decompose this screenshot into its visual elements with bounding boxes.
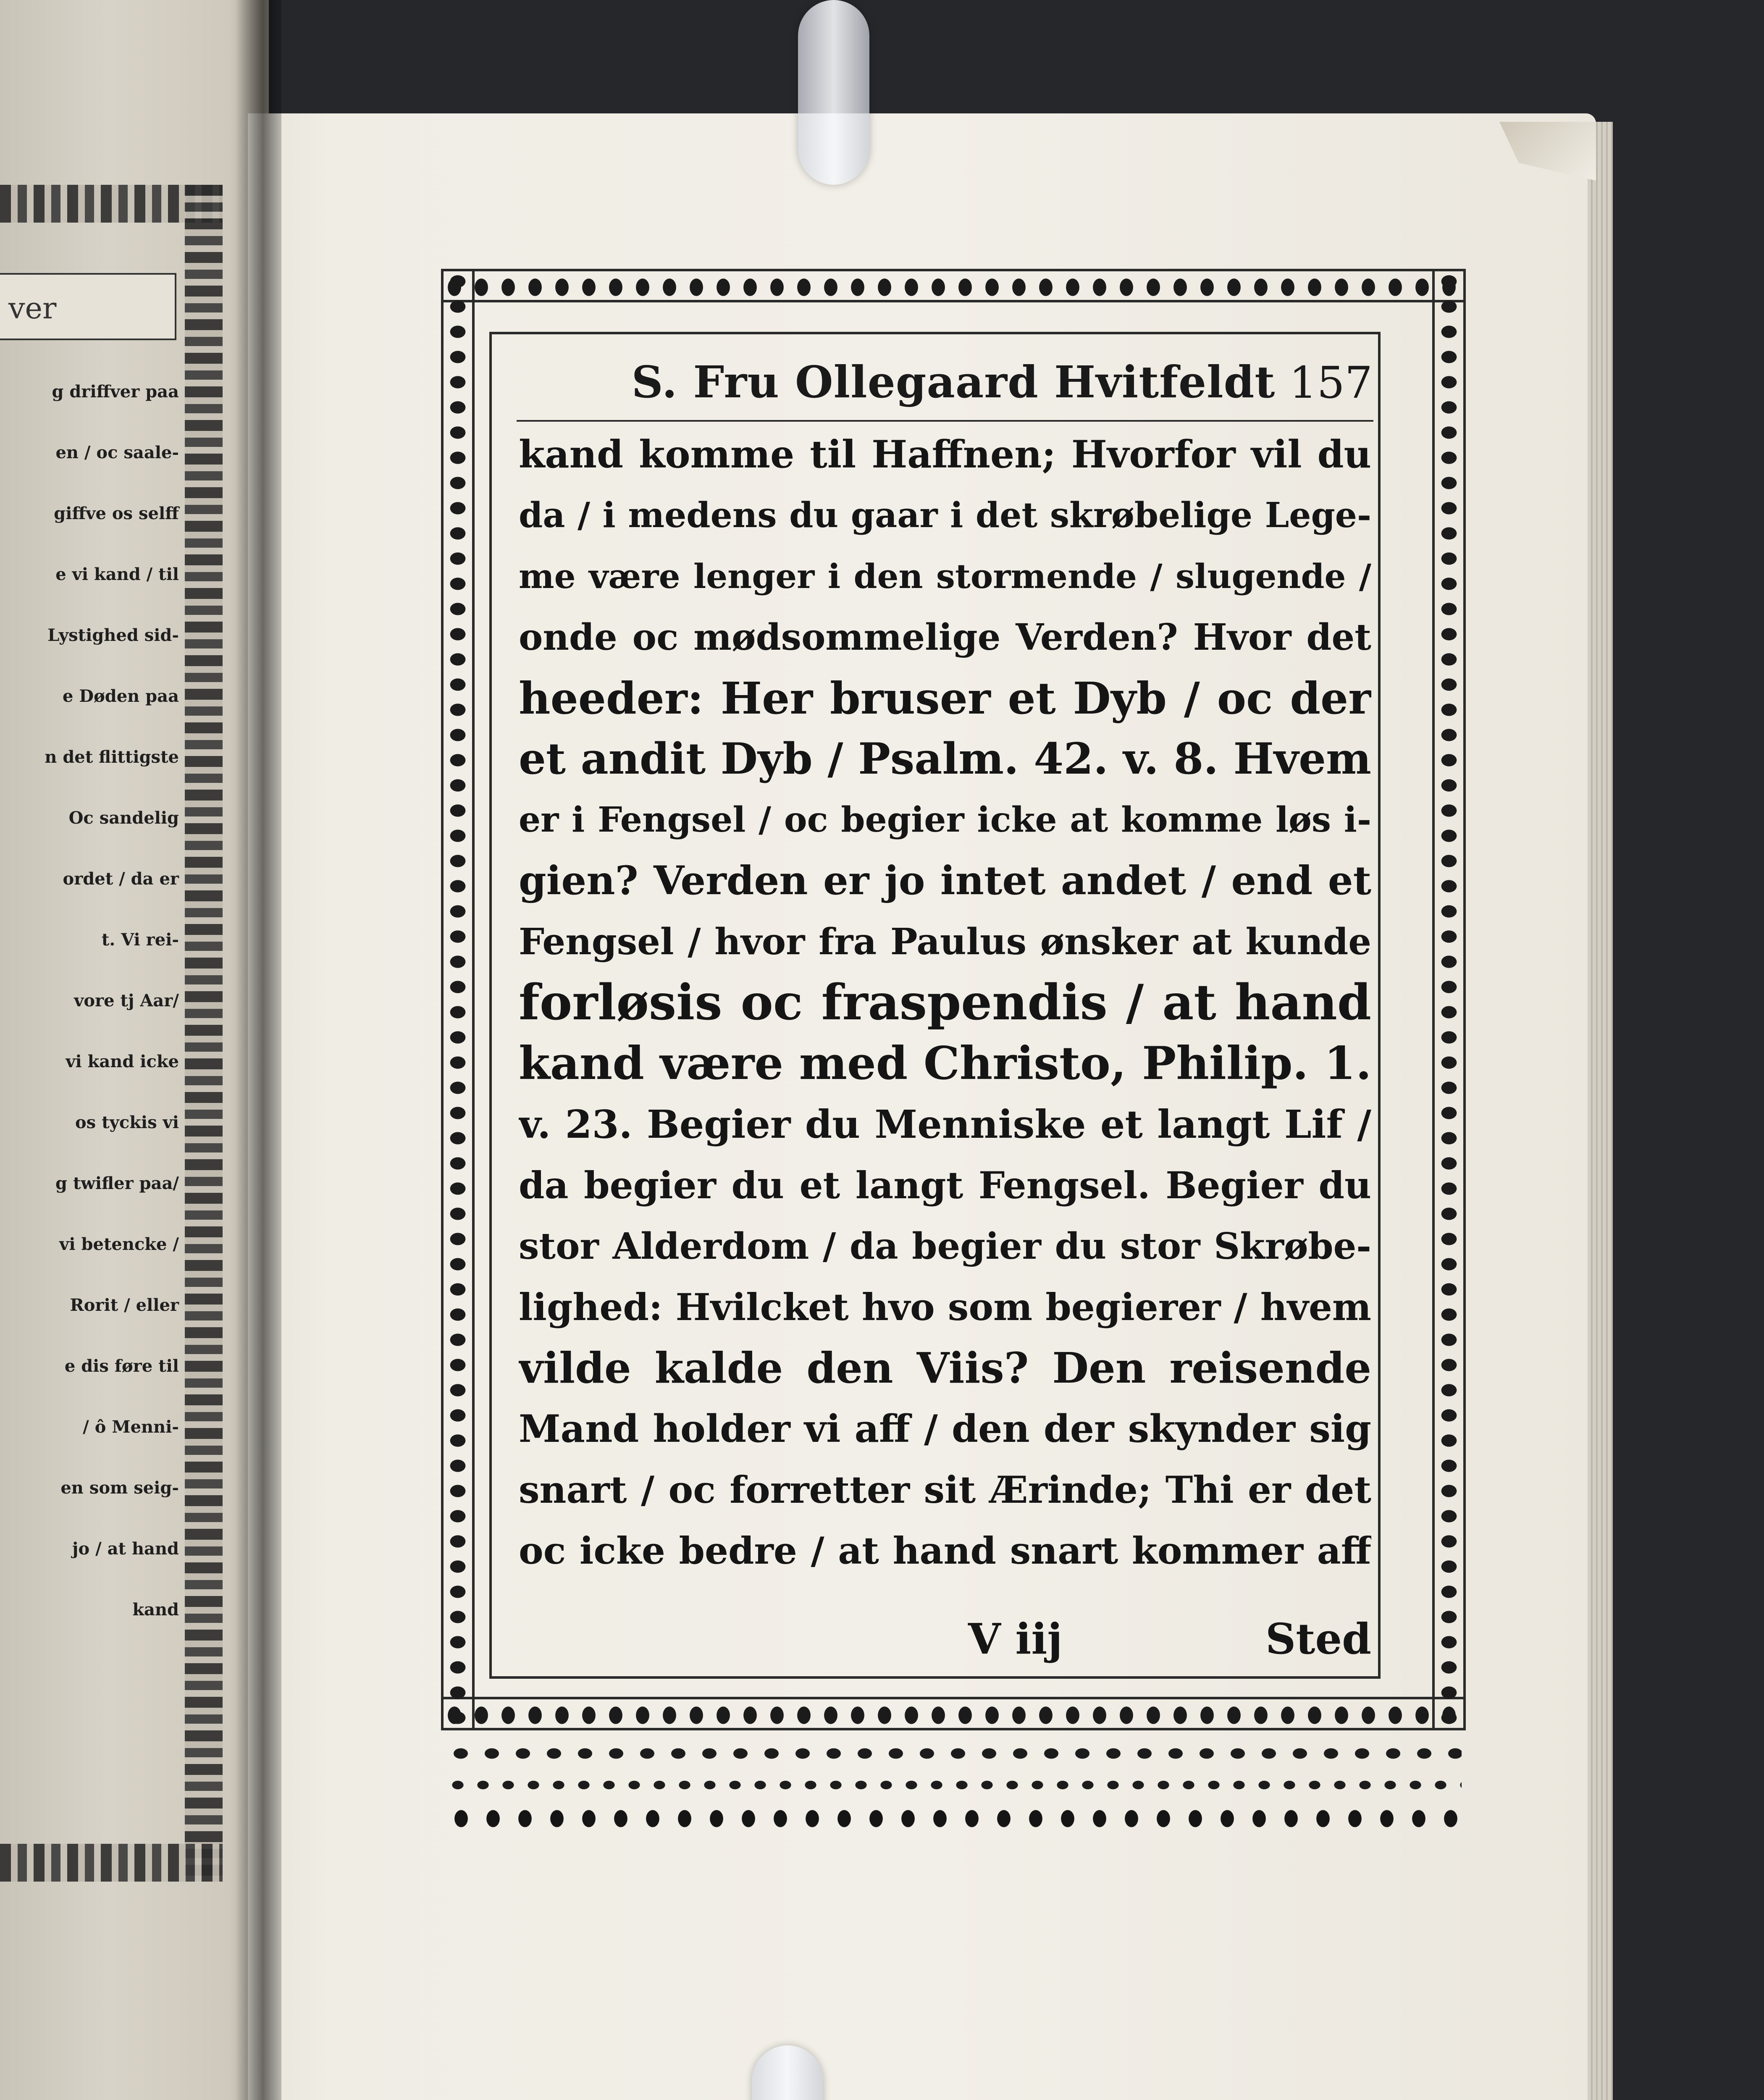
tail-ornament-row (445, 1802, 1462, 1835)
ornament-left (441, 269, 475, 1730)
text-line: stor Alderdom / da begier du stor Skrøbe- (519, 1225, 1371, 1268)
text-line: Fengsel / hvor fra Paulus ønsker at kunde (519, 921, 1371, 963)
text-line: me være lenger i den stormende / slugende / (519, 556, 1371, 596)
book-clip-top (798, 0, 869, 185)
ornament-bottom (441, 1697, 1466, 1730)
text-line: er i Fengsel / oc begier icke at komme løs i- (519, 800, 1371, 840)
left-page-line: e dis føre til (64, 1356, 179, 1376)
text-line: gien? Verden er jo intet andet / end et (519, 858, 1371, 904)
text-line: lighed: Hvilcket hvo som begierer / hvem (519, 1285, 1371, 1329)
left-page-line: giffve os selff (54, 504, 179, 523)
text-line: kand være med Christo, Philip. 1. (519, 1037, 1371, 1090)
text-line: et andit Dyb / Psalm. 42. v. 8. Hvem (519, 734, 1371, 784)
left-page-line: g twifler paa/ (55, 1173, 179, 1193)
left-page-line: e Døden paa (63, 686, 179, 706)
left-page-line: en / oc saale- (55, 443, 179, 462)
left-page-line: / ô Menni- (83, 1417, 179, 1437)
running-head (508, 344, 1378, 424)
gutter-shadow (235, 0, 281, 2100)
text-line: snart / oc forretter sit Ærinde; Thi er det (519, 1468, 1371, 1512)
text-line: kand komme til Haffnen; Hvorfor vil du (519, 432, 1371, 477)
text-line: da begier du et langt Fengsel. Begier du (519, 1163, 1371, 1207)
left-page-ornament-bottom (0, 1844, 223, 1882)
text-line: onde oc mødsommelige Verden? Hvor det (519, 616, 1371, 659)
left-page-line: Lystighed sid- (47, 625, 179, 645)
left-page-line: t. Vi rei- (101, 930, 179, 950)
left-page (0, 0, 269, 2100)
catchword: Sted (1265, 1614, 1371, 1664)
left-page-line: vi betencke / (59, 1234, 179, 1254)
signature-mark: V iij (968, 1614, 1063, 1664)
left-page-line: ordet / da er (63, 869, 179, 889)
left-page-line: g driffver paa (52, 382, 179, 402)
left-page-line: e vi kand / til (55, 564, 179, 584)
left-page-line: Oc sandelig (68, 808, 179, 828)
tail-ornament (445, 1739, 1462, 1835)
left-page-line: n det flittigste (45, 747, 179, 767)
left-page-header-fragment: ver (0, 273, 176, 340)
left-page-line: vi kand icke (66, 1052, 179, 1071)
left-page-line: en som seig- (60, 1478, 179, 1498)
tail-ornament-row (445, 1739, 1462, 1768)
text-line: oc icke bedre / at hand snart kommer aff (519, 1529, 1371, 1572)
page-edges (1588, 122, 1613, 2100)
ornament-top (441, 269, 1466, 302)
tail-ornament-row (445, 1770, 1462, 1800)
text-line: da / i medens du gaar i det skrøbelige Lege- (519, 495, 1371, 536)
left-page-line: kand (132, 1600, 179, 1620)
text-line: heeder: Her bruser et Dyb / oc der (519, 672, 1371, 724)
left-page-ornament-border (185, 185, 223, 1882)
page-number: 157 (1289, 357, 1373, 408)
ornament-right (1432, 269, 1466, 1730)
footer-line (519, 1609, 1371, 1670)
running-title: S. Fru Ollegaard Hvitfeldt (631, 356, 1276, 408)
text-line: forløsis oc fraspendis / at hand (519, 974, 1371, 1031)
text-line: v. 23. Begier du Menniske et langt Lif / (519, 1102, 1371, 1147)
left-page-line: vore tj Aar/ (74, 991, 179, 1011)
left-page-text (0, 361, 185, 1640)
text-line: vilde kalde den Viis? Den reisende (519, 1343, 1371, 1393)
left-page-line: os tyckis vi (75, 1113, 179, 1132)
body-text (519, 424, 1371, 1581)
left-page-line: jo / at hand (72, 1539, 179, 1559)
text-line: Mand holder vi aff / den der skynder sig (519, 1407, 1371, 1451)
left-page-line: Rorit / eller (70, 1295, 179, 1315)
head-rule (517, 420, 1373, 422)
